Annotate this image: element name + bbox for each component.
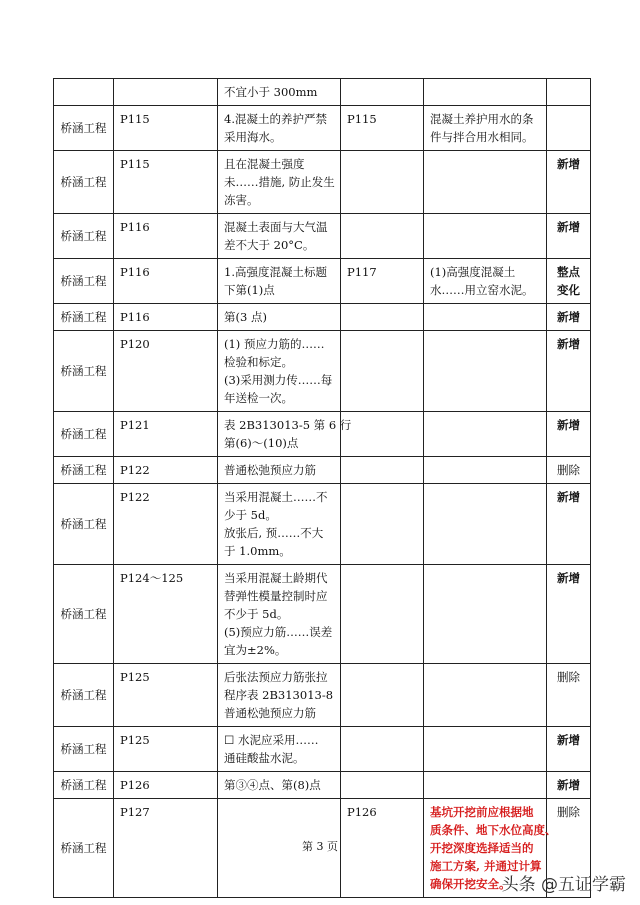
category-cell: 桥涵工程 — [54, 304, 114, 331]
old-content-cell-line: 宜为±2%。 — [224, 643, 287, 657]
new-content-cell — [424, 484, 547, 565]
old-content-cell — [218, 484, 341, 565]
watermark: 头条 @五证学霸 — [501, 875, 626, 895]
change-type-cell — [547, 106, 591, 151]
table-row — [54, 151, 591, 214]
old-page-cell: P124～125 — [114, 565, 218, 664]
old-content-cell-line: 且在混凝土强度 — [224, 157, 305, 171]
new-page-cell — [341, 727, 424, 772]
new-page-cell: P117 — [341, 259, 424, 304]
change-type-cell: 新增 — [547, 772, 591, 799]
old-content-cell-line: 检验和标定。 — [224, 355, 293, 369]
old-page-cell: P125 — [114, 727, 218, 772]
old-page-cell: P115 — [114, 106, 218, 151]
old-page-cell: P122 — [114, 457, 218, 484]
category-cell — [54, 79, 114, 106]
new-content-cell-line: 质条件、地下水位高度、 — [430, 823, 557, 837]
old-content-cell-line: 不少于 5d。 — [224, 607, 289, 621]
old-content-cell — [218, 304, 341, 331]
new-content-cell-line: 开挖深度选择适当的 — [430, 841, 534, 855]
category-cell: 桥涵工程 — [54, 412, 114, 457]
new-content-cell — [424, 259, 547, 304]
old-content-cell-line: 下第(1)点 — [224, 283, 275, 297]
change-type-cell: 新增 — [547, 304, 591, 331]
change-type-cell: 新增 — [547, 331, 591, 412]
category-cell: 桥涵工程 — [54, 151, 114, 214]
table-row — [54, 304, 591, 331]
table-row — [54, 106, 591, 151]
new-page-cell: P115 — [341, 106, 424, 151]
old-page-cell: P116 — [114, 304, 218, 331]
old-page-cell: P116 — [114, 214, 218, 259]
old-content-cell — [218, 565, 341, 664]
old-content-cell-line: 采用海水。 — [224, 130, 282, 144]
old-content-cell-line: 不宜小于 300mm — [224, 85, 318, 99]
new-content-cell — [424, 304, 547, 331]
new-content-cell-line: 件与拌合用水相同。 — [430, 130, 534, 144]
change-type-cell: 删除 — [547, 799, 591, 898]
old-content-cell-line: 后张法预应力筋张拉 — [224, 670, 328, 684]
old-content-cell — [218, 412, 352, 457]
new-content-cell — [424, 412, 547, 457]
old-content-cell-line: 未……措施, 防止发生 — [224, 175, 335, 189]
table-row — [54, 214, 591, 259]
old-page-cell: P121 — [114, 412, 218, 457]
old-content-cell-line: (3)采用测力传……每 — [224, 373, 333, 387]
change-type-cell: 新增 — [547, 151, 591, 214]
new-page-cell — [341, 331, 424, 412]
old-content-cell-line: (5)预应力筋……误差 — [224, 625, 333, 639]
category-cell: 桥涵工程 — [54, 727, 114, 772]
category-cell: 桥涵工程 — [54, 565, 114, 664]
old-content-cell-line: 年送检一次。 — [224, 391, 293, 405]
new-page-cell — [341, 304, 424, 331]
category-cell: 桥涵工程 — [54, 259, 114, 304]
new-page-cell: P126 — [341, 799, 424, 898]
old-page-cell — [114, 79, 218, 106]
old-content-cell-line: 1.高强度混凝土标题 — [224, 265, 327, 279]
old-content-cell-line: 普通松弛预应力筋 — [224, 463, 316, 477]
new-content-cell — [424, 565, 547, 664]
new-content-cell-line: 混凝土养护用水的条 — [430, 112, 534, 126]
change-type-cell: 新增 — [547, 727, 591, 772]
old-content-cell — [218, 331, 341, 412]
old-content-cell-line: 当采用混凝土龄期代 — [224, 571, 328, 585]
old-page-cell: P125 — [114, 664, 218, 727]
new-content-cell — [424, 457, 547, 484]
new-content-cell — [424, 214, 547, 259]
old-content-cell — [218, 259, 341, 304]
new-content-cell — [424, 664, 547, 727]
new-content-cell-line: 水……用立窑水泥。 — [430, 283, 534, 297]
new-page-cell — [341, 772, 424, 799]
old-content-cell-line: 冻害。 — [224, 193, 259, 207]
change-type-cell: 删除 — [547, 457, 591, 484]
table-row — [54, 484, 591, 565]
table-row — [54, 727, 591, 772]
old-content-cell — [218, 214, 341, 259]
category-cell: 桥涵工程 — [54, 664, 114, 727]
old-content-cell-line: 少于 5d。 — [224, 508, 277, 522]
page-footer: 第 3 页 — [302, 840, 338, 853]
category-cell: 桥涵工程 — [54, 772, 114, 799]
old-content-cell-line: 通硅酸盐水泥。 — [224, 751, 305, 765]
change-type-cell: 新增 — [547, 484, 591, 565]
old-content-cell-line: 于 1.0mm。 — [224, 544, 291, 558]
old-content-cell-line: 表 2B313013-5 第 6 行 — [224, 418, 352, 432]
new-content-cell — [424, 106, 547, 151]
category-cell: 桥涵工程 — [54, 457, 114, 484]
old-content-cell-line: (1) 预应力筋的…… — [224, 337, 325, 351]
old-page-cell: P122 — [114, 484, 218, 565]
new-page-cell — [341, 412, 424, 457]
old-content-cell-line: 替弹性模量控制时应 — [224, 589, 328, 603]
new-content-cell — [424, 727, 547, 772]
old-content-cell-line: 第(3 点) — [224, 310, 267, 324]
old-content-cell-line: 放张后, 预……不大 — [224, 526, 324, 540]
category-cell: 桥涵工程 — [54, 484, 114, 565]
old-content-cell-line: 4.混凝土的养护严禁 — [224, 112, 327, 126]
change-type-cell: 新增 — [547, 214, 591, 259]
old-content-cell-line: 普通松弛预应力筋 — [224, 706, 316, 720]
old-content-cell-line: ☐ 水泥应采用…… — [224, 733, 319, 747]
new-page-cell — [341, 79, 424, 106]
change-type-cell: 整点 变化 — [547, 259, 591, 304]
table-row — [54, 412, 591, 457]
new-page-cell — [341, 664, 424, 727]
table-row — [54, 772, 591, 799]
new-page-cell — [341, 151, 424, 214]
table-row — [54, 331, 591, 412]
category-cell: 桥涵工程 — [54, 331, 114, 412]
old-content-cell — [218, 457, 341, 484]
old-content-cell-line: 第(6)～(10)点 — [224, 436, 299, 450]
table-row — [54, 565, 591, 664]
new-page-cell — [341, 484, 424, 565]
old-content-cell-line: 当采用混凝土……不 — [224, 490, 328, 504]
category-cell: 桥涵工程 — [54, 106, 114, 151]
old-page-cell: P116 — [114, 259, 218, 304]
old-content-cell-line: 程序表 2B313013-8 — [224, 688, 334, 702]
old-page-cell: P126 — [114, 772, 218, 799]
old-content-cell — [218, 727, 341, 772]
new-content-cell-line: 基坑开挖前应根据地 — [430, 805, 534, 819]
change-type-cell: 删除 — [547, 664, 591, 727]
change-table — [53, 78, 591, 898]
table-row — [54, 79, 591, 106]
table-row — [54, 664, 591, 727]
change-type-cell — [547, 79, 591, 106]
new-content-cell — [424, 151, 547, 214]
old-page-cell: P120 — [114, 331, 218, 412]
new-content-cell — [424, 772, 547, 799]
category-cell: 桥涵工程 — [54, 214, 114, 259]
old-page-cell: P127 — [114, 799, 218, 898]
category-cell: 桥涵工程 — [54, 799, 114, 898]
old-content-cell — [218, 772, 341, 799]
old-content-cell-line: 第③④点、第(8)点 — [224, 778, 321, 792]
old-content-cell — [218, 106, 341, 151]
change-type-cell: 新增 — [547, 412, 591, 457]
old-content-cell — [218, 151, 341, 214]
table-row — [54, 259, 591, 304]
old-content-cell — [218, 664, 341, 727]
new-content-cell-line: (1)高强度混凝土 — [430, 265, 516, 279]
new-page-cell — [341, 565, 424, 664]
new-content-cell-line: 确保开挖安全。 — [430, 877, 511, 891]
new-content-cell — [424, 331, 547, 412]
new-content-cell-line: 施工方案, 并通过计算 — [430, 859, 542, 873]
old-page-cell: P115 — [114, 151, 218, 214]
old-content-cell-line: 差不大于 20°C。 — [224, 238, 315, 252]
old-content-cell-line: 混凝土表面与大气温 — [224, 220, 328, 234]
new-content-cell — [424, 79, 547, 106]
table-row — [54, 457, 591, 484]
old-content-cell — [218, 79, 341, 106]
new-page-cell — [341, 457, 424, 484]
change-type-cell: 新增 — [547, 565, 591, 664]
new-page-cell — [341, 214, 424, 259]
